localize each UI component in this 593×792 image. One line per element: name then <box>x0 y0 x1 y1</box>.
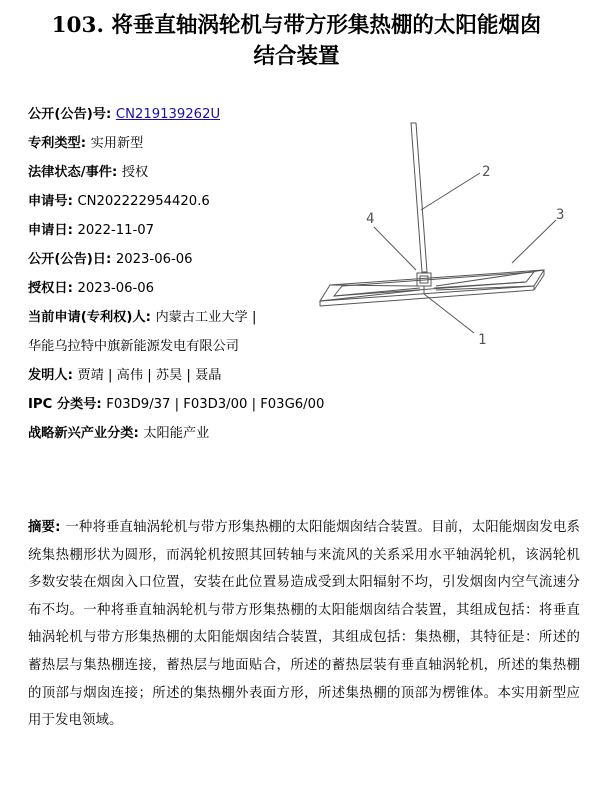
app-date-label: 申请日 <box>28 223 68 238</box>
leader-4 <box>374 227 416 270</box>
field-app-no: 申请号: CN202222954420.6 <box>28 194 210 209</box>
field-pub-no: 公开(公告)号: CN219139262U <box>28 107 221 122</box>
app-no-value: CN202222954420.6 <box>77 194 210 209</box>
drawing-label-4: 4 <box>366 211 375 227</box>
field-legal-status: 法律状态/事件: 授权 <box>28 165 149 180</box>
field-patent-type: 专利类型: 实用新型 <box>28 136 144 151</box>
inventors-value: 贾靖 | 高伟 | 苏昊 | 聂晶 <box>77 368 222 383</box>
pub-no-link[interactable]: CN219139262U <box>115 107 221 122</box>
drawing-label-1: 1 <box>478 332 487 348</box>
applicant-value-cont: 华能乌拉特中旗新能源发电有限公司 <box>28 339 239 354</box>
ipc-value: F03D9/37 | F03D3/00 | F03G6/00 <box>106 397 325 412</box>
pub-no-label: 公开(公告)号 <box>28 107 106 122</box>
abstract-text: 一种将垂直轴涡轮机与带方形集热棚的太阳能烟囱结合装置。目前，太阳能烟囱发电系统集热棚形状为圆形，而涡轮机按照其回转轴与来流风的关系采用水平轴涡轮机，该涡轮机多数安装在烟囱入口位置，安装在此位置易造成受到太阳辐射不均，引发烟囱内空气流速分布不均。一种将垂直轴涡轮机与带方形集热棚的太阳能烟囱结合装置，其组成包括：将垂直轴涡轮机与带方形集热棚的太阳能烟囱结合装置，其组成包括：集热棚，其特征是：所述的蓄热层与集热棚连接，蓄热层与地面贴合，所述的蓄热层装有垂直轴涡轮机，所述的集热棚的顶部与烟囱连接；所述的集热棚外表面方形，所述集热棚的顶部为楞锥体。本实用新型应用于发电领域。 <box>28 520 581 729</box>
patent-drawing <box>312 118 565 358</box>
drawing-lines <box>320 123 556 333</box>
applicant-value: 内蒙古工业大学 | <box>155 310 257 325</box>
leader-1 <box>424 294 474 333</box>
industry-label: 战略新兴产业分类 <box>28 426 134 441</box>
field-industry: 战略新兴产业分类: 太阳能产业 <box>28 426 210 441</box>
page-title <box>20 10 573 72</box>
app-no-label: 申请号 <box>28 194 68 209</box>
legal-status-value: 授权 <box>121 165 149 180</box>
field-applicant: 当前申请(专利权)人: 内蒙古工业大学 | <box>28 310 257 325</box>
drawing-label-3: 3 <box>556 207 565 223</box>
pub-date-value: 2023-06-06 <box>115 252 193 267</box>
grant-date-label: 授权日 <box>28 281 68 296</box>
applicant-label: 当前申请(专利权)人 <box>28 310 146 325</box>
field-app-date: 申请日: 2022-11-07 <box>28 223 155 238</box>
field-pub-date: 公开(公告)日: 2023-06-06 <box>28 252 193 267</box>
grant-date-value: 2023-06-06 <box>77 281 155 296</box>
leader-2 <box>421 173 480 210</box>
chimney <box>411 123 427 272</box>
patent-type-value: 实用新型 <box>90 136 144 151</box>
inventors-label: 发明人 <box>28 368 68 383</box>
abstract-label: 摘要 <box>28 520 56 535</box>
field-inventors: 发明人: 贾靖 | 高伟 | 苏昊 | 聂晶 <box>28 368 222 383</box>
field-grant-date: 授权日: 2023-06-06 <box>28 281 155 296</box>
legal-status-label: 法律状态/事件 <box>28 165 112 180</box>
ipc-label: IPC 分类号 <box>28 397 97 412</box>
title-line-2: 结合装置 <box>253 44 340 69</box>
abstract: 摘要: 一种将垂直轴涡轮机与带方形集热棚的太阳能烟囱结合装置。目前，太阳能烟囱发电系统集热棚形状为圆形，而涡轮机按照其回转轴与来流风的关系采用水平轴涡轮机，该涡轮机多数安装在烟囱入口位置，安装在此位置易造成受到太阳辐射不均，引发烟囱内空气流速分布不均。一种将垂直轴涡轮机与带方形集热棚的太阳能烟囱结合装置，其组成包括：将垂直轴涡轮机与带方形集热棚的太阳能烟囱结合装置，其组成包括：集热棚，其特征是：所述的蓄热层与集热棚连接，蓄热层与地面贴合，所述的蓄热层装有垂直轴涡轮机，所述的集热棚的顶部与烟囱连接；所述的集热棚外表面方形，所述集热棚的顶部为楞锥体。本实用新型应用于发电领域。 <box>28 520 581 729</box>
patent-type-label: 专利类型 <box>28 136 81 151</box>
title-line-1: 103. 将垂直轴涡轮机与带方形集热棚的太阳能烟囱 <box>51 13 542 38</box>
industry-value: 太阳能产业 <box>143 426 210 441</box>
leader-3 <box>512 220 556 263</box>
field-ipc: IPC 分类号: F03D9/37 | F03D3/00 | F03G6/00 <box>28 397 325 412</box>
app-date-value: 2022-11-07 <box>77 223 155 238</box>
pub-date-label: 公开(公告)日 <box>28 252 106 267</box>
patent-fields <box>28 100 328 448</box>
drawing-label-2: 2 <box>482 164 491 180</box>
